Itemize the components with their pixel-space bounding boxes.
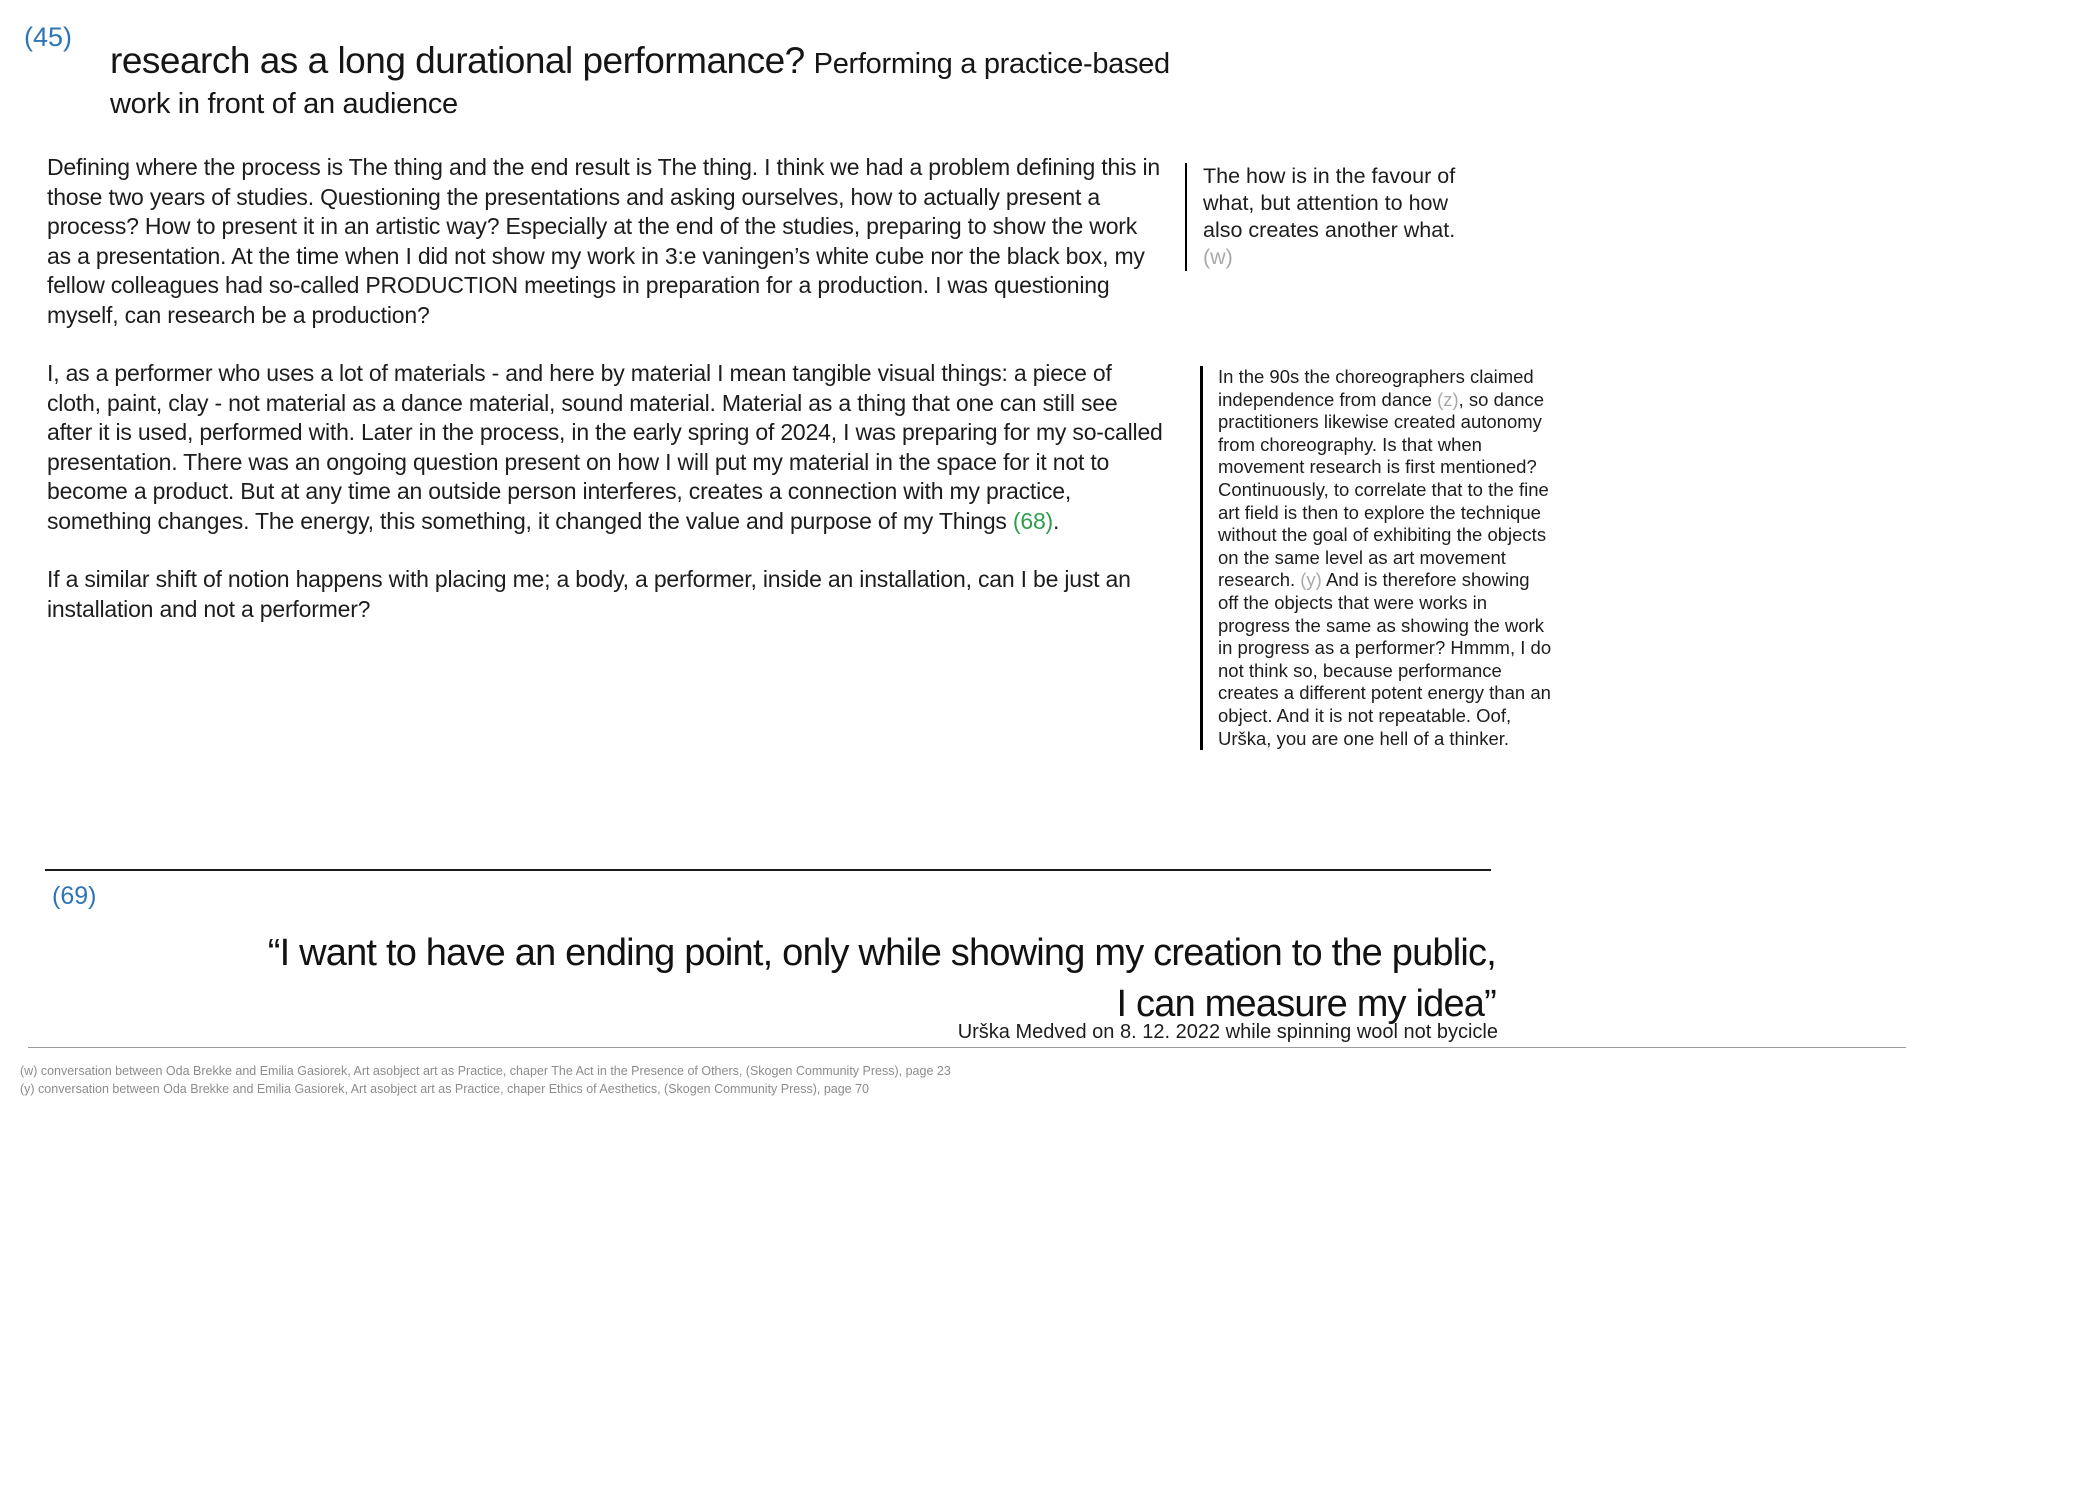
footnote-ref-w: (w) <box>1203 245 1233 269</box>
pull-quote-line2: I can measure my idea” <box>1116 983 1496 1025</box>
footnote-ref-y: (y) <box>1300 569 1322 591</box>
margin-note-2-seg1: In the 90s the choreographers claimed independence from dance <box>1218 366 1534 410</box>
body-paragraph-1: Defining where the process is The thing and the end result is The thing. I think we had a problem defining this in those two years of studies. Questioning the presentations and asking ourselves, how to actually present a process? How to present it in an artistic way? Especially at the end of the studies, preparing to show the work as a presentation. At the time when I did not show my work in 3:e vaningen’s white cube nor the black box, my fellow colleagues had so-called PRODUCTION meetings in preparation for a production. I was questioning myself, can research be a production? <box>47 154 1160 328</box>
pull-quote-line1: “I want to have an ending point, only while showing my creation to the public, <box>267 932 1496 974</box>
body-paragraph-2-period: . <box>1053 507 1060 534</box>
footnote-ref-z: (z) <box>1437 388 1459 410</box>
pull-quote <box>75 928 1496 1030</box>
page-title <box>110 42 1260 123</box>
footnote-list <box>20 1062 951 1098</box>
title-main: research as a long durational performance? <box>110 40 805 81</box>
margin-note-2-seg2: , so dance practitioners likewise created autonomy from choreography. Is that when movement research is first mentioned? Continuously, to correlate that to the fine art field is then to explore the technique without the goal of exhibiting the objects on the same level as art movement research. <box>1218 388 1549 591</box>
footer-rule <box>28 1047 1906 1048</box>
margin-note-1 <box>1185 163 1487 271</box>
title-subtitle-line1: Performing a practice-based <box>813 48 1170 80</box>
body-paragraph-3: If a similar shift of notion happens with placing me; a body, a performer, inside an installation, can I be just an installation and not a performer? <box>47 566 1131 622</box>
section-divider <box>45 869 1491 871</box>
footnote-ref-68: (68) <box>1012 507 1054 534</box>
margin-note-1-text: The how is in the favour of what, but attention to how also creates another what. <box>1203 164 1456 242</box>
page-number-top: (45) <box>24 22 73 52</box>
body-paragraph-2-text: I, as a performer who uses a lot of materials - and here by material I mean tangible visual things: a piece of cloth, paint, clay - not material as a dance material, sound material. Material as a thing that one can still see after it is used, performed with. Later in the process, in the early spring of 2024, I was preparing for my so-called presentation. There was an ongoing question present on how I will put my material in the space for it not to become a product. But at any time an outside person interferes, creates a connection with my practice, something changes. The energy, this something, it changed the value and purpose of my Things <box>47 360 1163 534</box>
page-number-bottom: (69) <box>52 882 97 910</box>
margin-note-2 <box>1200 366 1552 750</box>
margin-note-2-seg3: And is therefore showing off the objects that were works in progress the same as showing the work in progress as a performer? Hmmm, I do not think so, because performance creates a different potent energy than an object. And it is not repeatable. Oof, Urška, you are one hell of a thinker. <box>1218 569 1552 749</box>
body-paragraph-2 <box>47 359 1165 536</box>
quote-attribution: Urška Medved on 8. 12. 2022 while spinning wool not bycicle <box>957 1021 1498 1043</box>
footnote-w: (w) conversation between Oda Brekke and Emilia Gasiorek, Art asobject art as Practice, chaper The Act in the Presence of Others, (Skogen Community Press), page 23 <box>20 1064 951 1078</box>
title-subtitle-line2: work in front of an audience <box>110 88 458 120</box>
main-text-column <box>47 153 1165 624</box>
footnote-y: (y) conversation between Oda Brekke and Emilia Gasiorek, Art asobject art as Practice, chaper Ethics of Aesthetics, (Skogen Community Press), page 70 <box>20 1082 870 1096</box>
